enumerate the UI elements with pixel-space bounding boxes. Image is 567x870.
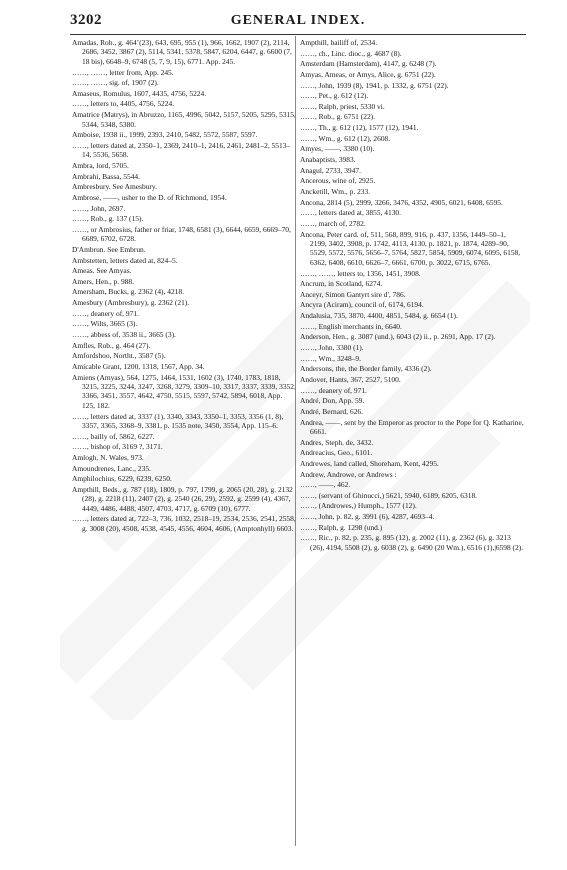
column-divider: [295, 36, 296, 846]
index-entry: ……, Th., g. 612 (12), 1577 (12), 1941.: [300, 123, 419, 133]
index-entry: ……, ……, letter from, App. 245.: [72, 67, 174, 77]
index-entry: ……, English merchants in, 6640.: [300, 321, 402, 331]
index-entry: Amsterdam (Hamsterdam), 4147, g. 6248 (7).: [300, 59, 437, 69]
index-entry: ……, ……, sig. of, 1907 (2).: [72, 78, 159, 88]
index-entry: Ameas. See Amyas.: [72, 266, 132, 276]
index-entry: ……, letters to, 4405, 4756, 5224.: [72, 99, 175, 109]
index-entry: Ampthill, Beds., g. 787 (18), 1809, p. 797, 1799, g. 2065 (20, 28), g. 2132 (28), g. 2218 (11), 2407 (2), g. 2540 (26, 29), 2592, g. 2599 (4), 4367, 4449, 4486, 4488, 4507, 4703, 4717, g. 6709 (10), 6777.: [72, 484, 293, 513]
index-entry: Amersham, Bucks, g. 2362 (4), 4218.: [72, 287, 184, 297]
index-entry: ……, letters dated at, 3337 (1), 3340, 3343, 3350–1, 3353, 3356 (1, 8), 3357, 3365, 3368–9, 3381, p. 1535 note, 3450, 3554, App. 115–6.: [72, 411, 284, 431]
index-column-right: [300, 38, 524, 553]
index-entry: Amlogh, N. Wales, 973.: [72, 452, 144, 462]
index-entry: ……, Wm., 3248–9.: [300, 353, 362, 363]
index-entry: ……, John, p. 82, g. 3991 (6), 4287, 4693–4.: [300, 512, 435, 522]
index-entry: Andalusia, 735, 3870, 4400, 4851, 5484, g. 6654 (1).: [300, 311, 458, 321]
index-entry: Ampthill, bailiff of, 2534.: [300, 38, 378, 47]
page-header: [70, 12, 526, 35]
index-entry: ……, or Ambrosius, father or friar, 1748, 6581 (3), 6644, 6659, 6669–70, 6689, 6702, 6728.: [72, 224, 291, 244]
index-entry: ……, Rob., g. 137 (15).: [72, 214, 144, 224]
index-entry: Anceyr, Simon Gantyrt sire d', 786.: [300, 289, 406, 299]
index-entry: Ancrum, in Scotland, 6274.: [300, 279, 383, 289]
index-entry: ……, John, 3380 (1).: [300, 343, 364, 353]
index-entry: Amiens (Amyas), 564, 1275, 1464, 1531, 1602 (3), 1740, 1783, 1818, 3215, 3225, 3244, 3247, 3268, 3279, 3309–10, 3317, 3337, 3339, 3352, 3366, 3451, 3557, 4642, 4750, 5515, 5597, 5742, 5894, 6018, App. 125, 182.: [72, 372, 296, 410]
index-entry: Andover, Hants, 367, 2527, 5100.: [300, 374, 401, 384]
index-entry: ……, Rob., g. 6751 (22).: [300, 112, 375, 122]
index-entry: Amatrice (Matrys), in Abruzzo, 1165, 4996, 5042, 5157, 5205, 5295, 5315, 5344, 5348, 5380.: [72, 110, 296, 129]
index-entry: ……, letters dated at, 722–3, 736, 1032, 2518–19, 2534, 2536, 2541, 2558, g. 3008 (20), 4508, 4538, 4545, 4556, 4604, 4606, (Amptonhyll) 6603.: [72, 514, 296, 533]
index-entry: Anagul, 2733, 3947.: [300, 165, 361, 175]
index-entry: Andersons, the, the Border family, 4336 (2).: [300, 364, 432, 374]
index-entry: ……, Wilts, 3665 (3).: [72, 319, 138, 329]
index-entry: ……, Ric., p. 82, p. 235, g. 895 (12), g. 2002 (11), g. 2362 (6), g. 3213 (26), 4194, 5508 (2), g. 6038 (2), g. 6490 (20 Wm.), 6516 (1),|6598 (2).: [300, 533, 524, 552]
index-entry: ……, Pet., g. 612 (12).: [300, 91, 369, 101]
index-entry: Andrea, ——, sent by the Emperor as proctor to the Pope for Q. Katharine, 6661.: [300, 417, 524, 436]
index-entry: ……, abbess of, 3538 ii., 3665 (3).: [72, 330, 176, 339]
index-entry: Amphilochius, 6229, 6239, 6250.: [72, 474, 172, 484]
index-entry: ……, John, 1939 (8), 1941, p. 1332, g. 6751 (22).: [300, 80, 449, 90]
index-entry: Ancona, 2814 (5), 2999, 3266, 3476, 4352, 4905, 6021, 6408, 6595.: [300, 197, 503, 207]
index-entry: André, Don, App. 59.: [300, 396, 365, 406]
index-entry: Ancketill, Wm., p. 233.: [300, 186, 371, 196]
running-head-title: GENERAL INDEX.: [230, 13, 366, 28]
index-entry: Ambrose, ——, usher to the D. of Richmond, 1954.: [72, 192, 227, 202]
index-entry: ……, Ralph, priest, 5330 vi.: [300, 101, 385, 111]
index-entry: ……, ——, 462.: [300, 480, 351, 490]
index-entry: ……, (servant of Ghinucci,) 5621, 5940, 6189, 6205, 6318.: [300, 490, 478, 500]
index-entry: Amfordshoo, Northt., 3587 (5).: [72, 351, 166, 361]
index-entry: Amesbury (Ambresbury), g. 2362 (21).: [72, 298, 190, 308]
index-entry: Andres, Steph. de, 3432.: [300, 437, 374, 447]
index-entry: ……, John, 2697.: [72, 203, 126, 213]
index-entry: Amyes, ——, 3380 (10).: [300, 144, 375, 154]
index-entry: Amfles, Rob., g. 464 (27).: [72, 340, 151, 350]
index-column-left: [72, 38, 296, 535]
index-entry: ……, letters dated at, 3855, 4130.: [300, 208, 402, 218]
index-entry: Andrew, Androwe, or Andrews :: [300, 469, 397, 479]
index-entry: Ancona, Peter card. of, 511, 568, 899, 916, p. 437, 1356, 1449–50–1, 2199, 3402, 3908, p. 1742, 4113, 4130, p. 1821, p. 1874, 4289–90, 5529, 5572, 5576, 5656–7, 5764, 5827, 5854, 5909, 6074, 6095, 6158, 6362, 6408, 6610, 6626–7, 6661, 6700, p. 3022, 6715, 6765.: [300, 229, 521, 267]
index-entry: ……, (Androwes,) Humph., 1577 (12).: [300, 501, 417, 511]
index-entry: Amoundrenes, Lanc., 235.: [72, 463, 151, 473]
index-entry: Ambresbury. See Amesbury.: [72, 182, 157, 192]
page-number: 3202: [70, 12, 102, 28]
index-entry: ……, letters dated at, 2350–1, 2369, 2410–1, 2416, 2461, 2481–2, 5513–14, 5536, 5658.: [72, 140, 291, 160]
index-entry: ……, march of, 2782.: [300, 218, 366, 228]
index-entry: Ancyra (Aciram), council of, 6174, 6194.: [300, 300, 424, 310]
index-entry: Amboise, 1938 ii., 1999, 2393, 2410, 5482, 5572, 5587, 5597.: [72, 130, 258, 140]
index-entry: ……, deanery of, 971.: [72, 308, 139, 318]
index-entry: Amers, Hen., p. 988.: [72, 276, 134, 286]
index-entry: Anderson, Hen., g. 3087 (und.), 6043 (2) ii., p. 2691, App. 17 (2).: [300, 332, 496, 342]
index-entry: Ancerous, wine of, 2925.: [300, 176, 376, 186]
index-entry: Amaseus, Romulus, 1607, 4435, 4756, 5224.: [72, 88, 207, 98]
index-entry: Ambra, lord, 5705.: [72, 160, 129, 170]
index-entry: ……, bailly of, 5862, 6227.: [72, 431, 155, 441]
index-entry: André, Bernard, 626.: [300, 406, 363, 416]
index-entry: Andrewes, land called, Shoreham, Kent, 4295.: [300, 458, 439, 468]
index-entry: ……, ch., Linc. dioc., g. 4687 (8).: [300, 48, 402, 58]
index-entry: Ambstetten, letters dated at, 824–5.: [72, 255, 178, 265]
index-entry: ……, Ralph, g. 1298 (und.): [300, 522, 383, 532]
index-entry: ……, ……, letters to, 1356, 1451, 3908.: [300, 268, 421, 278]
index-entry: Amicable Grant, 1200, 1318, 1567, App. 34.: [72, 361, 205, 371]
index-entry: Amadas, Rob., g. 464ʼ(23), 643, 695, 955 (1), 966, 1662, 1907 (2), 2114, 2686, 3452, 3867 (2), 5114, 5341, 5378, 5847, 6204, 6447, g. 6600 (7, 18 bis), 6648–9, 6748 (5, 7, 9, 15), 6771. App. 245.: [72, 38, 292, 66]
index-entry: ……, deanery of, 971.: [300, 385, 367, 395]
index-entry: ……, Wm., g. 612 (12), 2608.: [300, 133, 391, 143]
index-entry: Andreacius, Geo., 6101.: [300, 448, 373, 458]
index-entry: Amyas, Ameas, or Amys, Alice, g. 6751 (22).: [300, 69, 436, 79]
index-entry: D'Ambrun. See Embrun.: [72, 244, 146, 254]
index-entry: Anabaptists, 3983.: [300, 155, 356, 165]
index-entry: ……, bishop of, 3169 ?, 3171.: [72, 442, 163, 452]
index-entry: Ambrahi, Bassa, 5544.: [72, 171, 140, 181]
